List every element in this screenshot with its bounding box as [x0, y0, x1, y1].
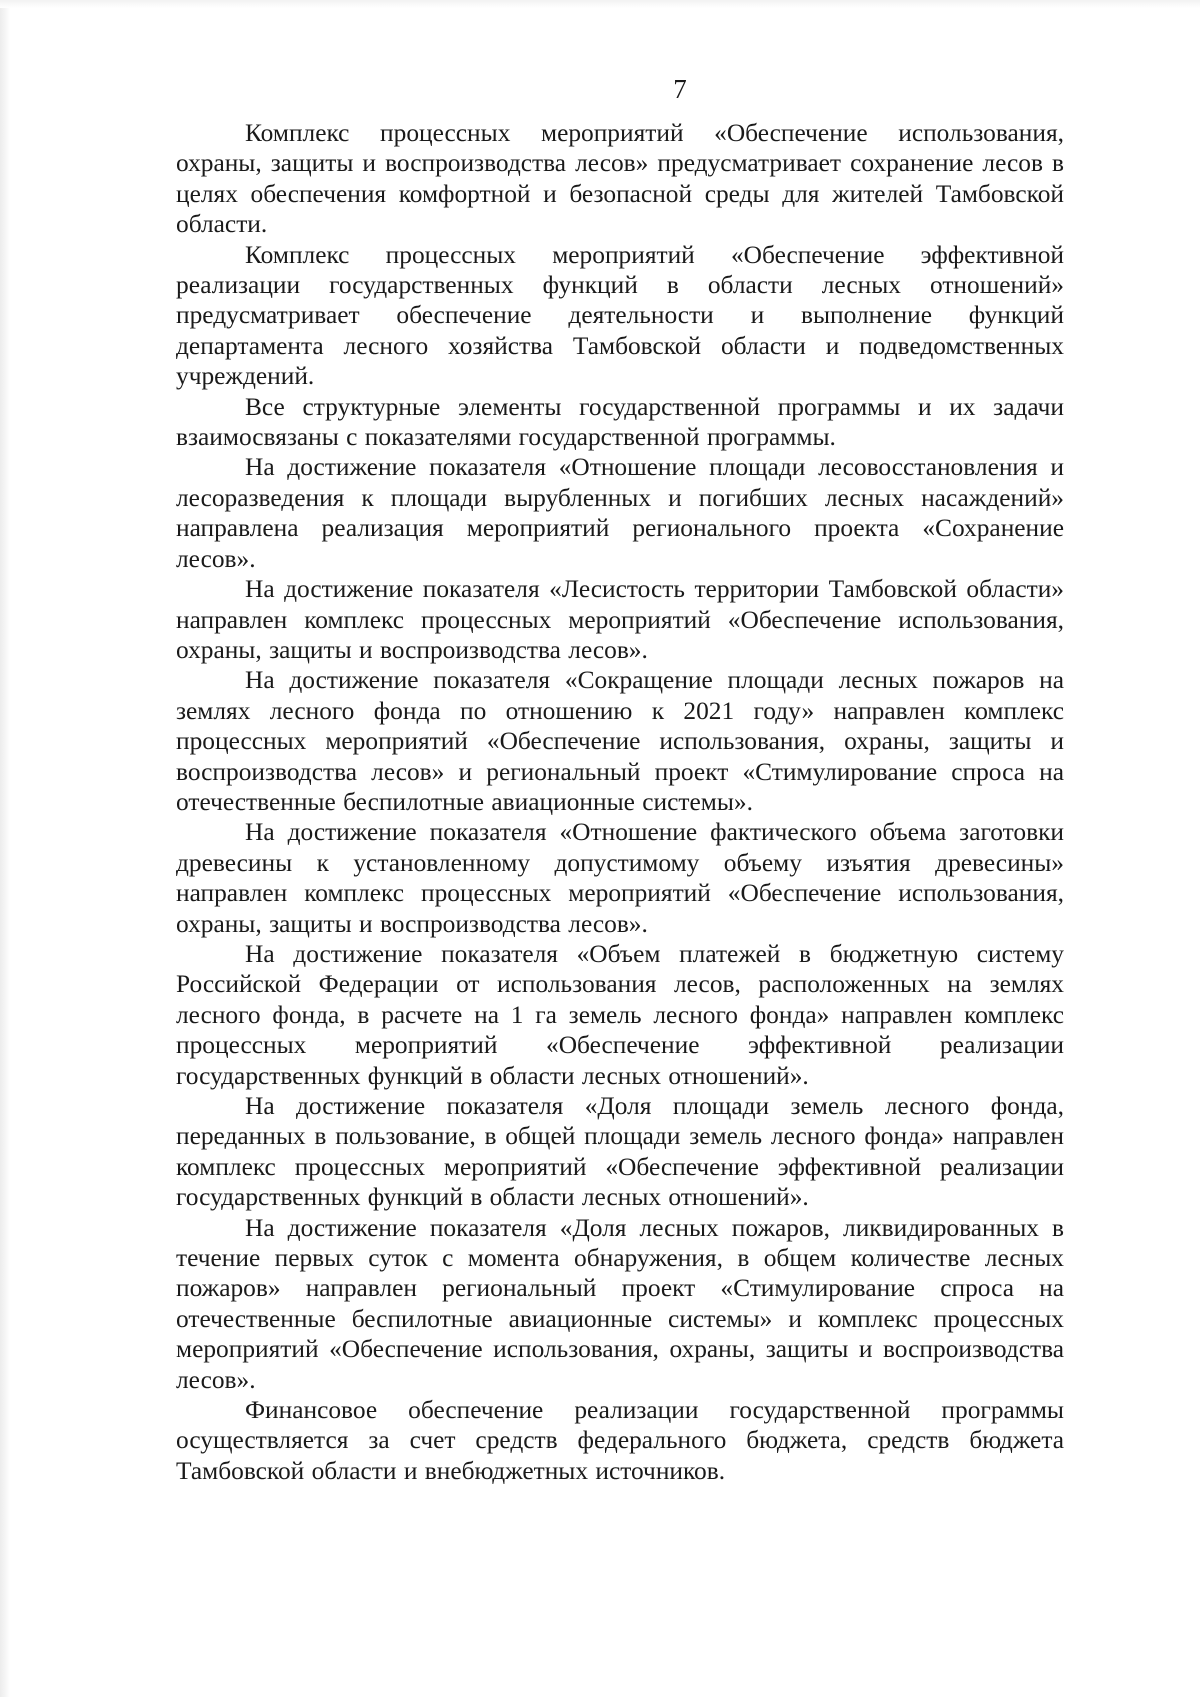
page-number-container	[0, 74, 1200, 105]
scan-top-shadow	[0, 0, 1200, 8]
page-number: 7	[673, 74, 687, 104]
paragraph: На достижение показателя «Отношение фактического объема заготовки древесины к установленному допустимому объему изъятия древесины» направлен комплекс процессных мероприятий «Обеспечение использования, охраны, защиты и воспроизводства лесов».	[176, 818, 1064, 938]
paragraph: На достижение показателя «Отношение площади лесовосстановления и лесоразведения к площади вырубленных и погибших лесных насаждений» направлена реализация мероприятий регионального проекта «Сохранение лесов».	[176, 453, 1064, 573]
paragraph: На достижение показателя «Доля площади земель лесного фонда, переданных в пользование, в общей площади земель лесного фонда» направлен комплекс процессных мероприятий «Обеспечение эффективной реализации государственных функций в области лесных отношений».	[176, 1092, 1064, 1212]
paragraph: Все структурные элементы государственной программы и их задачи взаимосвязаны с показателями государственной программы.	[176, 392, 1064, 452]
scan-edge-shadow	[0, 0, 10, 1697]
paragraph: На достижение показателя «Доля лесных пожаров, ликвидированных в течение первых суток с момента обнаружения, в общем количестве лесных пожаров» направлен региональный проект «Стимулирование спроса на отечественные беспилотные авиационные системы» и комплекс процессных мероприятий «Обеспечение использования, охраны, защиты и воспроизводства лесов».	[176, 1213, 1064, 1394]
paragraph: Комплекс процессных мероприятий «Обеспечение использования, охраны, защиты и воспроизводства лесов» предусматривает сохранение лесов в целях обеспечения комфортной и безопасной среды для жителей Тамбовской области.	[176, 119, 1064, 239]
document-body	[176, 118, 1064, 1486]
paragraph: На достижение показателя «Объем платежей в бюджетную систему Российской Федерации от использования лесов, расположенных на землях лесного фонда, в расчете на 1 га земель лесного фонда» направлен комплекс процессных мероприятий «Обеспечение эффективной реализации государственных функций в области лесных отношений».	[176, 939, 1064, 1090]
paragraph: На достижение показателя «Сокращение площади лесных пожаров на землях лесного фонда по отношению к 2021 году» направлен комплекс процессных мероприятий «Обеспечение использования, охраны, защиты и воспроизводства лесов» и региональный проект «Стимулирование спроса на отечественные беспилотные авиационные системы».	[176, 666, 1064, 816]
paragraph: На достижение показателя «Лесистость территории Тамбовской области» направлен комплекс процессных мероприятий «Обеспечение использования, охраны, защиты и воспроизводства лесов».	[176, 575, 1064, 664]
paragraph: Комплекс процессных мероприятий «Обеспечение эффективной реализации государственных функций в области лесных отношений» предусматривает обеспечение деятельности и выполнение функций департамента лесного хозяйства Тамбовской области и подведомственных учреждений.	[176, 240, 1064, 391]
paragraph: Финансовое обеспечение реализации государственной программы осуществляется за счет средств федерального бюджета, средств бюджета Тамбовской области и внебюджетных источников.	[176, 1396, 1064, 1485]
